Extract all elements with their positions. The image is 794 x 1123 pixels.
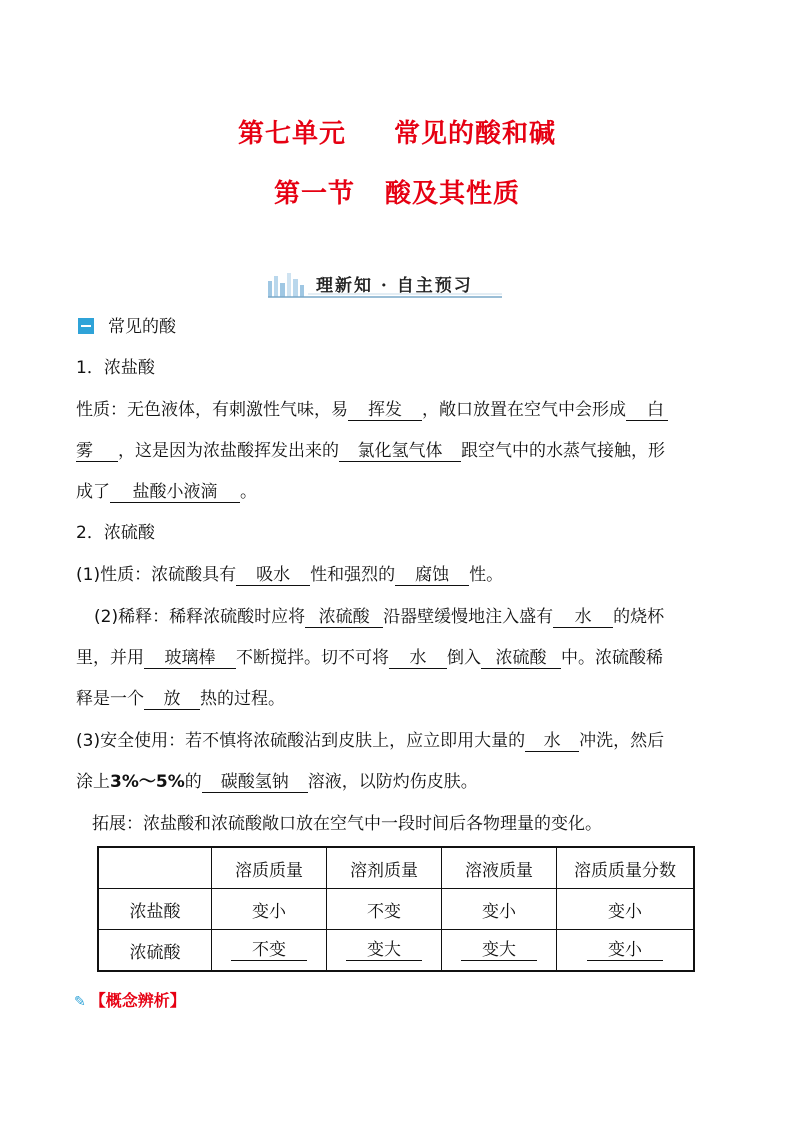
- table-header-row: [98, 847, 694, 889]
- item2-dilution-line1: [94, 607, 720, 628]
- answer-blank: 盐酸小液滴: [110, 483, 240, 503]
- item1-heading: 1．浓盐酸: [76, 358, 155, 378]
- pen-marker-icon: ✎: [74, 994, 86, 1010]
- table-header-cell: 溶质质量: [212, 847, 327, 889]
- comparison-table: [97, 846, 695, 972]
- text: 跟空气中的水蒸气接触，形: [461, 441, 665, 461]
- text: 涂上: [76, 772, 110, 792]
- text: 里，并用: [76, 648, 144, 668]
- text: 沿器壁缓慢地注入盛有: [383, 607, 554, 627]
- table-cell: 变小: [212, 889, 327, 930]
- section-number: 第一节: [273, 179, 355, 209]
- answer-blank: 不变: [231, 940, 307, 961]
- answer-blank: 吸水: [236, 566, 310, 586]
- concept-label: 【概念辨析】: [89, 991, 186, 1010]
- answer-blank: 水: [389, 649, 447, 669]
- answer-blank: 氯化氢气体: [339, 442, 461, 462]
- answer-blank: 雾: [76, 442, 118, 462]
- answer-blank: 变小: [587, 940, 663, 961]
- answer-blank: 水: [525, 732, 579, 752]
- answer-blank: 水: [553, 608, 613, 628]
- text: 性和强烈的: [310, 565, 396, 585]
- text: 的: [184, 772, 202, 792]
- item2-safety-line1: [76, 731, 720, 752]
- table-cell: [557, 930, 695, 972]
- preview-banner: [268, 267, 502, 299]
- section-title: [0, 173, 794, 210]
- text: 释是一个: [76, 689, 144, 709]
- section-heading-common-acids: [78, 312, 176, 337]
- section-name: 酸及其性质: [385, 179, 521, 209]
- table-header-cell: 溶剂质量: [327, 847, 442, 889]
- unit-number: 第七单元: [237, 119, 346, 149]
- text: (2)稀释：稀释浓硫酸时应将: [94, 607, 306, 627]
- unit-title: [0, 113, 794, 150]
- answer-blank: 玻璃棒: [144, 649, 236, 669]
- table-cell: [327, 930, 442, 972]
- item1-line1: [76, 400, 720, 421]
- text: (3)安全使用：若不慎将浓硫酸沾到皮肤上，应立即用大量的: [76, 731, 526, 751]
- text: 成了: [76, 482, 110, 502]
- text: ，敞口放置在空气中会形成: [422, 400, 626, 420]
- answer-blank: 放: [144, 690, 200, 710]
- table-cell: 浓硫酸: [98, 930, 212, 972]
- answer-blank: 变大: [461, 940, 537, 961]
- text: 溶液，以防灼伤皮肤。: [307, 772, 478, 792]
- text: 倒入: [447, 648, 481, 668]
- text: 。: [240, 482, 257, 502]
- text: ，这是因为浓盐酸挥发出来的: [118, 441, 339, 461]
- answer-blank: 挥发: [348, 401, 422, 421]
- text: 性质：无色液体，有刺激性气味，易: [76, 400, 348, 420]
- table-header-cell: [98, 847, 212, 889]
- item2-safety-line2: [76, 772, 720, 793]
- text: (1)性质：浓硫酸具有: [76, 565, 237, 585]
- answer-blank: 浓硫酸: [481, 649, 561, 669]
- item2-heading: 2．浓硫酸: [76, 523, 155, 543]
- concept-analysis-heading: [74, 988, 186, 1011]
- table-cell: 变小: [442, 889, 557, 930]
- item2-property: [76, 565, 720, 586]
- unit-name: 常见的酸和碱: [394, 119, 557, 149]
- text: 冲洗，然后: [579, 731, 665, 751]
- text: 热的过程。: [200, 689, 285, 709]
- table-header-cell: 溶液质量: [442, 847, 557, 889]
- item1-line2: [76, 441, 720, 462]
- percentage-text: 3%～5%: [110, 772, 185, 792]
- answer-blank: 碳酸氢钠: [202, 773, 308, 793]
- item2-dilution-line3: [76, 689, 720, 710]
- answer-blank: 浓硫酸: [305, 608, 383, 628]
- section-number-one-icon: [78, 318, 94, 334]
- table-cell: 浓盐酸: [98, 889, 212, 930]
- extension-text: 拓展：浓盐酸和浓硫酸敞口放在空气中一段时间后各物理量的变化。: [92, 814, 602, 834]
- text: 中。浓硫酸稀: [561, 648, 663, 668]
- item2-dilution-line2: [76, 648, 720, 669]
- table-header-cell: 溶质质量分数: [557, 847, 695, 889]
- answer-blank: 变大: [346, 940, 422, 961]
- table-cell: [442, 930, 557, 972]
- table-cell: 不变: [327, 889, 442, 930]
- text: 不断搅拌。切不可将: [236, 648, 389, 668]
- banner-title: 理新知 · 自主预习: [316, 276, 473, 296]
- text: 的烧杯: [613, 607, 665, 627]
- answer-blank: 腐蚀: [395, 566, 469, 586]
- table-cell: [212, 930, 327, 972]
- table-row: [98, 889, 694, 930]
- answer-blank: 白: [626, 401, 668, 421]
- section-heading-label: 常见的酸: [108, 317, 176, 337]
- text: 性。: [469, 565, 504, 585]
- table-cell: 变小: [557, 889, 695, 930]
- table-row: [98, 930, 694, 972]
- item1-line3: [76, 482, 720, 503]
